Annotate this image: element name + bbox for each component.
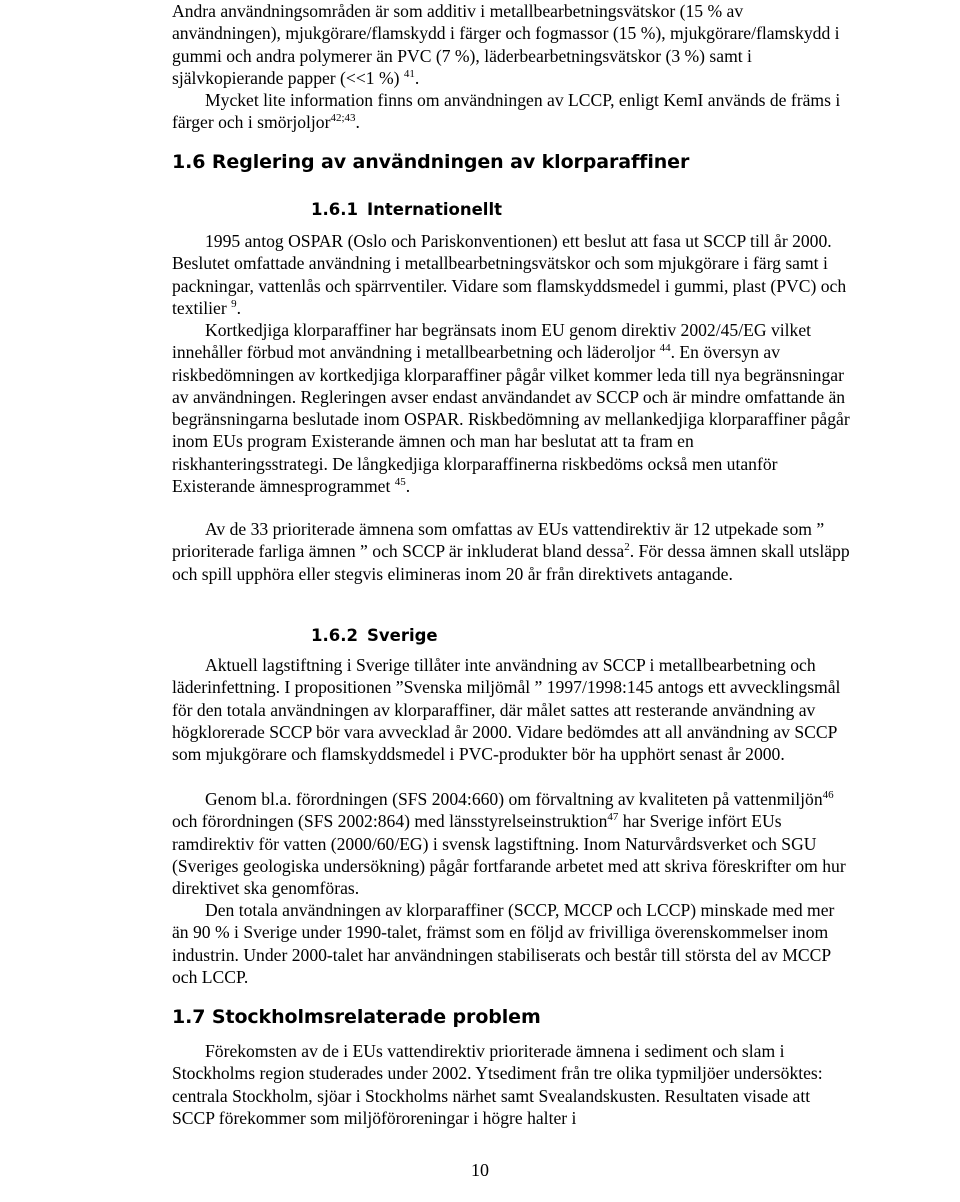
paragraph-sweden-usage [172, 899, 852, 988]
paragraph-sweden-law [172, 654, 852, 765]
text: Mycket lite information finns om användningen av LCCP, enligt KemI används de främs i färger och i smörjoljor [172, 90, 841, 133]
paragraph-intro [172, 0, 852, 89]
paragraph-stockholm [172, 1040, 852, 1129]
section-title: Internationellt [367, 200, 502, 219]
footnote-ref: 42;43 [330, 112, 356, 125]
text: och förordningen (SFS 2002:864) med länsstyrelseinstruktion [172, 811, 608, 832]
text: Kortkedjiga klorparaffiner har begränsats inom EU genom direktiv 2002/45/EG vilket innehåller förbud mot användning i metallbearbetning och läderoljor [172, 320, 812, 363]
text: . För dessa ämnen skall utsläpp och spill upphöra eller stegvis elimineras inom 20 år från direktivets antagande. [172, 541, 850, 584]
paragraph-eu-directive [172, 319, 852, 497]
heading-1-6-1 [311, 199, 502, 221]
text: . [355, 112, 360, 133]
text: . En översyn av riskbedömningen av kortkedjiga klorparaffiner pågår vilket kommer leda till nya begränsningar av användningen. Regleringen avser endast användandet av SCCP och är mindre omfattande än begränsningarna beslutade inom OSPAR. Riskbedömning av mellankedjiga klorparaffiner pågår inom EUs program Existerande ämnen och man har beslutat att ta fram en riskhanteringsstrategi. De långkedjiga klorparaffinerna riskbedöms också men utanför Existerande ämnesprogrammet [172, 342, 850, 497]
footnote-ref: 9 [231, 298, 237, 311]
footnote-ref: 44 [659, 342, 671, 355]
text: Aktuell lagstiftning i Sverige tillåter inte användning av SCCP i metallbearbetning och läderinfettning. I propositionen ”Svenska miljömål ” 1997/1998:145 antogs ett avvecklingsmål för den totala användningen av klorparaffiner, där målet sattes att resterande användning av högklorerade SCCP bör vara avvecklad år 2000. Vidare bedömdes att all användning av SCCP som mjukgörare och flamskyddsmedel i PVC-produkter bör ha upphört senast år 2000. [172, 655, 841, 765]
text: Den totala användningen av klorparaffiner (SCCP, MCCP och LCCP) minskade med mer än 90 % i Sverige under 1990-talet, främst som en följd av frivilliga överenskommelser inom industrin. Under 2000-talet har användningen stabiliserats och består till största del av MCCP och LCCP. [172, 900, 835, 987]
heading-1-7: 1.7 Stockholmsrelaterade problem [172, 1006, 541, 1028]
paragraph-sweden-ordinance [172, 788, 852, 899]
footnote-ref: 41 [403, 68, 415, 81]
text: har Sverige infört EUs ramdirektiv för vatten (2000/60/EG) i svensk lagstiftning. Inom Naturvårdsverket och SGU (Sveriges geologiska undersökning) pågår fortfarande arbetet med att skriva föreskrifter om hur direktivet ska genomföras. [172, 811, 846, 899]
paragraph-lccp [172, 89, 852, 134]
text: . [414, 67, 420, 88]
footnote-ref: 47 [607, 811, 619, 824]
text: Andra användningsområden är som additiv i metallbearbetningsvätskor (15 % av användningen), mjukgörare/flamskydd i färger och fogmassor (15 %), mjukgörare/flamskydd i gummi och andra polymerer än PVC (7 %), läderbearbetningsvätskor (3 %) samt i självkopierande papper (<<1 %) [172, 1, 840, 88]
footnote-ref: 46 [822, 789, 834, 802]
footnote-ref: 45 [394, 476, 406, 489]
text: . [236, 297, 242, 318]
paragraph-ospar [172, 230, 852, 319]
heading-1-6-2 [311, 625, 438, 647]
text: . [405, 476, 411, 497]
footnote-ref: 2 [624, 541, 630, 554]
heading-1-6: 1.6 Reglering av användningen av klorparaffiner [172, 151, 690, 173]
section-number: 1.6.1 [311, 200, 358, 219]
text: Genom bl.a. förordningen (SFS 2004:660) om förvaltning av kvaliteten på vattenmiljön [205, 789, 823, 809]
text: Av de 33 prioriterade ämnena som omfattas av EUs vattendirektiv är 12 utpekade som ” prioriterade farliga ämnen ” och SCCP är inkluderat bland dessa [172, 519, 825, 562]
paragraph-water-directive [172, 518, 852, 585]
page-number: 10 [471, 1160, 489, 1180]
section-title: Sverige [367, 626, 438, 645]
section-number: 1.6.2 [311, 626, 358, 645]
text: 1995 antog OSPAR (Oslo och Pariskonventionen) ett beslut att fasa ut SCCP till år 2000. Beslutet omfattade användning i metallbearbetningsvätskor och som mjukgörare i färg samt i packningar, vattenlås och spärrventiler. Vidare som flamskyddsmedel i gummi, plast (PVC) och textilier [172, 231, 847, 318]
text: Förekomsten av de i EUs vattendirektiv prioriterade ämnena i sediment och slam i Stockholms region studerades under 2002. Ytsediment från tre olika typmiljöer undersöktes: centrala Stockholm, sjöar i Stockholms närhet samt Svealandskusten. Resultaten visade att SCCP förekommer som miljöföroreningar i högre halter i [172, 1041, 823, 1128]
